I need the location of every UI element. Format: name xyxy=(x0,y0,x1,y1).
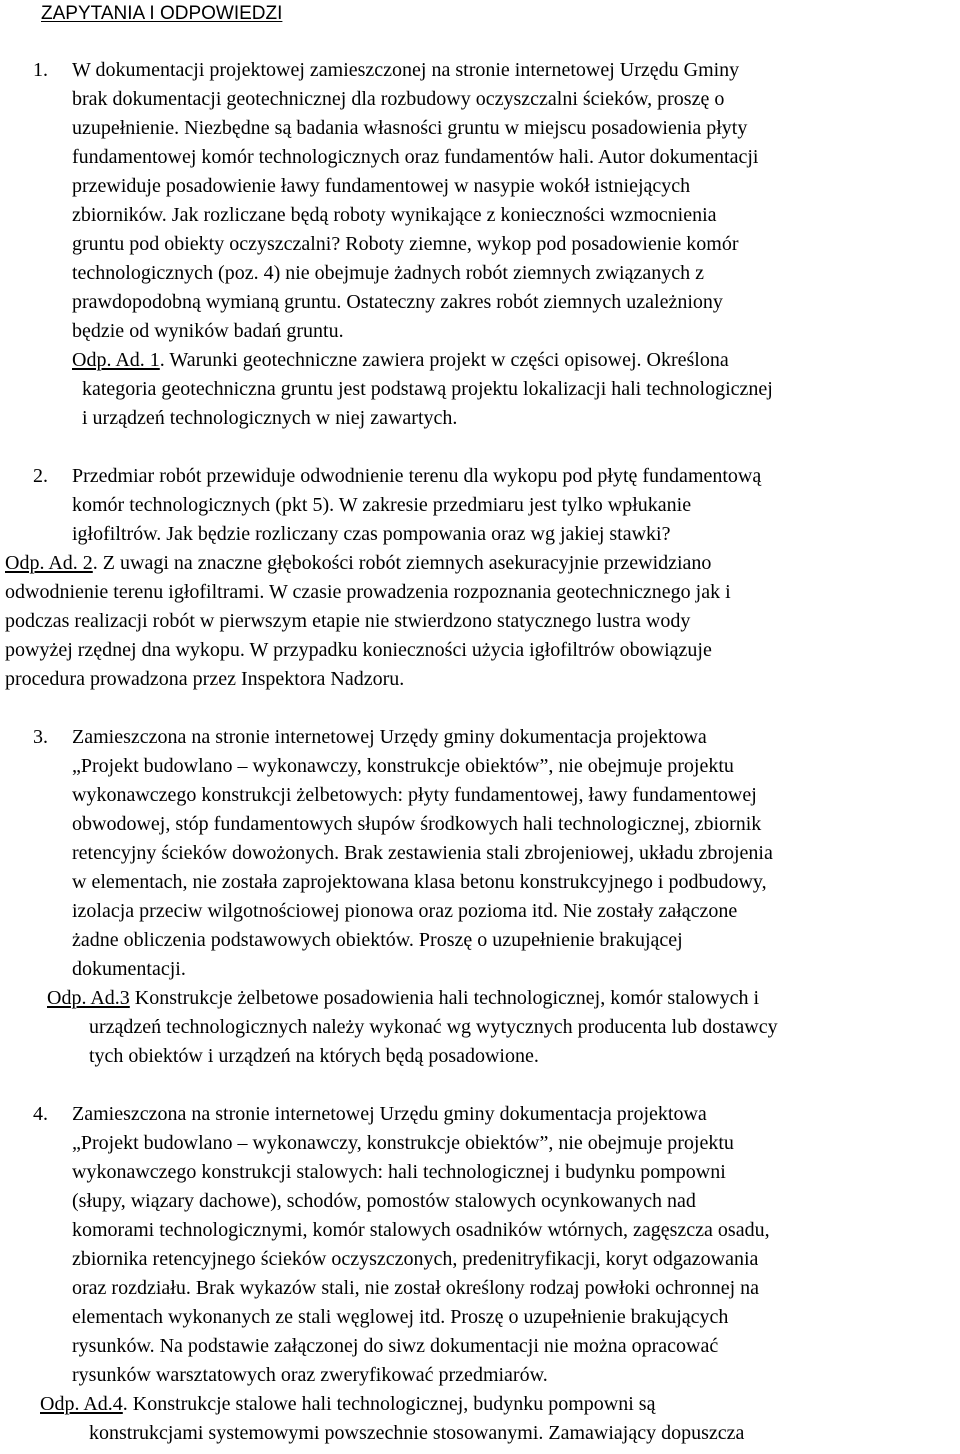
text-line xyxy=(72,868,767,897)
text-line xyxy=(72,1361,548,1390)
line-text: wykonawczego konstrukcji stalowych: hali technologicznej i budynku pompowni xyxy=(72,1161,726,1183)
line-text: fundamentowej komór technologicznych oraz fundamentów hali. Autor dokumentacji xyxy=(72,146,759,168)
line-text: brak dokumentacji geotechnicznej dla rozbudowy oczyszczalni ścieków, proszę o xyxy=(72,88,725,110)
line-text: żadne obliczenia podstawowych obiektów. Proszę o uzupełnienie brakującej xyxy=(72,929,683,951)
text-line xyxy=(72,839,773,868)
line-text: urządzeń technologicznych należy wykonać wg wytycznych producenta lub dostawcy xyxy=(89,1016,778,1038)
answer-label: Odp. Ad.3 xyxy=(47,987,130,1009)
text-line xyxy=(5,607,690,636)
line-text: gruntu pod obiekty oczyszczalni? Roboty ziemne, wykop pod posadowienie komór xyxy=(72,233,739,255)
line-text: W dokumentacji projektowej zamieszczonej na stronie internetowej Urzędu Gminy xyxy=(72,59,740,81)
text-line xyxy=(72,1100,707,1129)
line-text: oraz rozdziału. Brak wykazów stali, nie został określony rodzaj powłoki ochronnej na xyxy=(72,1277,760,1299)
text-line xyxy=(89,1419,744,1448)
text-line xyxy=(72,1158,726,1187)
text-line xyxy=(72,752,734,781)
text-line xyxy=(72,1187,696,1216)
line-text: „Projekt budowlano – wykonawczy, konstrukcje obiektów”, nie obejmuje projektu xyxy=(72,755,734,777)
line-text: uzupełnienie. Niezbędne są badania własności gruntu w miejscu posadowienia płyty xyxy=(72,117,748,139)
item-number: 3. xyxy=(33,726,48,748)
line-text: . Konstrukcje stalowe hali technologicznej, budynku pompowni są xyxy=(122,1393,656,1415)
item-number: 1. xyxy=(33,59,48,81)
text-line xyxy=(5,549,711,578)
line-text: konstrukcjami systemowymi powszechnie stosowanymi. Zamawiający dopuszcza xyxy=(89,1422,745,1444)
line-text: Konstrukcje żelbetowe posadowienia hali technologicznej, komór stalowych i xyxy=(129,987,760,1009)
text-line xyxy=(72,520,670,549)
item-number: 4. xyxy=(33,1103,48,1125)
line-text: rysunków warsztatowych oraz zweryfikować przedmiarów. xyxy=(72,1364,548,1386)
text-line xyxy=(72,172,690,201)
text-line xyxy=(5,636,712,665)
line-text: Zamieszczona na stronie internetowej Urzędu gminy dokumentacja projektowa xyxy=(72,1103,707,1125)
answer-label: Odp. Ad. 1 xyxy=(72,349,160,371)
text-line xyxy=(72,1303,728,1332)
line-text: technologicznych (poz. 4) nie obejmuje żadnych robót ziemnych związanych z xyxy=(72,262,704,284)
line-text: będzie od wyników badań gruntu. xyxy=(72,320,344,342)
text-line xyxy=(5,578,731,607)
line-text: Zamieszczona na stronie internetowej Urzędy gminy dokumentacja projektowa xyxy=(72,726,707,748)
item-number: 2. xyxy=(33,465,48,487)
line-text: i urządzeń technologicznych w niej zawartych. xyxy=(82,407,458,429)
text-line xyxy=(47,984,759,1013)
text-line xyxy=(72,926,683,955)
line-text: prawdopodobną wymianą gruntu. Ostateczny zakres robót ziemnych uzależniony xyxy=(72,291,723,313)
text-line xyxy=(72,462,761,491)
line-text: izolacja przeciw wilgotnościowej pionowa oraz pozioma itd. Nie zostały załączone xyxy=(72,900,738,922)
text-line xyxy=(72,230,739,259)
text-line xyxy=(5,665,404,694)
text-line xyxy=(72,491,691,520)
line-text: dokumentacji. xyxy=(72,958,186,980)
line-text: (słupy, wiązary dachowe), schodów, pomostów stalowych ocynkowanych nad xyxy=(72,1190,696,1212)
line-text: w elementach, nie została zaprojektowana klasa betonu konstrukcyjnego i podbudowy, xyxy=(72,871,767,893)
line-text: wykonawczego konstrukcji żelbetowych: płyty fundamentowej, ławy fundamentowej xyxy=(72,784,757,806)
line-text: tych obiektów i urządzeń na których będą posadowione. xyxy=(89,1045,539,1067)
line-text: powyżej rzędnej dna wykopu. W przypadku konieczności użycia igłofiltrów obowiązuje xyxy=(5,639,712,661)
line-text: elementach wykonanych ze stali węglowej itd. Proszę o uzupełnienie brakujących xyxy=(72,1306,729,1328)
line-text: igłofiltrów. Jak będzie rozliczany czas pompowania oraz wg jakiej stawki? xyxy=(72,523,671,545)
answer-label: Odp. Ad. 2 xyxy=(5,552,93,574)
line-text: komorami technologicznymi, komór stalowych osadników wtórnych, zagęszcza osadu, xyxy=(72,1219,770,1241)
text-line xyxy=(72,1332,718,1361)
text-line xyxy=(72,781,757,810)
text-line xyxy=(72,1274,759,1303)
text-line xyxy=(72,259,704,288)
answer-label: Odp. Ad.4 xyxy=(40,1393,123,1415)
line-text: „Projekt budowlano – wykonawczy, konstrukcje obiektów”, nie obejmuje projektu xyxy=(72,1132,734,1154)
text-line xyxy=(72,201,717,230)
text-line xyxy=(72,114,747,143)
line-text: kategoria geotechniczna gruntu jest podstawą projektu lokalizacji hali technologicznej xyxy=(82,378,773,400)
text-line xyxy=(72,955,186,984)
text-line xyxy=(72,897,737,926)
text-line xyxy=(82,375,773,404)
line-text: odwodnienie terenu igłofiltrami. W czasie prowadzenia rozpoznania geotechnicznego jak i xyxy=(5,581,731,603)
text-line xyxy=(72,1129,734,1158)
line-text: zbiornika retencyjnego ścieków oczyszczonych, predenitryfikacji, koryt odgazowania xyxy=(72,1248,759,1270)
line-text: procedura prowadzona przez Inspektora Nadzoru. xyxy=(5,668,405,690)
text-line xyxy=(89,1013,778,1042)
line-text: rysunków. Na podstawie załączonej do siwz dokumentacji nie można opracować xyxy=(72,1335,719,1357)
line-text: podczas realizacji robót w pierwszym etapie nie stwierdzono statycznego lustra wody xyxy=(5,610,691,632)
text-line xyxy=(72,810,761,839)
line-text: . Warunki geotechniczne zawiera projekt w części opisowej. Określona xyxy=(159,349,729,371)
text-line xyxy=(72,317,344,346)
line-text: zbiorników. Jak rozliczane będą roboty wynikające z konieczności wzmocnienia xyxy=(72,204,717,226)
page-heading: ZAPYTANIA I ODPOWIEDZI xyxy=(41,3,283,24)
line-text: komór technologicznych (pkt 5). W zakresie przedmiaru jest tylko wpłukanie xyxy=(72,494,692,516)
text-line xyxy=(72,288,723,317)
text-line xyxy=(89,1042,539,1071)
text-line xyxy=(40,1390,655,1419)
text-line xyxy=(72,1245,758,1274)
text-line xyxy=(72,1216,770,1245)
line-text: . Z uwagi na znaczne głębokości robót ziemnych asekuracyjnie przewidziano xyxy=(92,552,712,574)
text-line xyxy=(82,404,457,433)
line-text: Przedmiar robót przewiduje odwodnienie terenu dla wykopu pod płytę fundamentową xyxy=(72,465,762,487)
text-line xyxy=(72,85,724,114)
text-line xyxy=(72,56,739,85)
line-text: obwodowej, stóp fundamentowych słupów środkowych hali technologicznej, zbiornik xyxy=(72,813,762,835)
text-line xyxy=(72,143,758,172)
line-text: retencyjny ścieków dowożonych. Brak zestawienia stali zbrojeniowej, układu zbrojenia xyxy=(72,842,773,864)
text-line xyxy=(72,723,707,752)
line-text: przewiduje posadowienie ławy fundamentowej w nasypie wokół istniejących xyxy=(72,175,691,197)
text-line xyxy=(72,346,729,375)
